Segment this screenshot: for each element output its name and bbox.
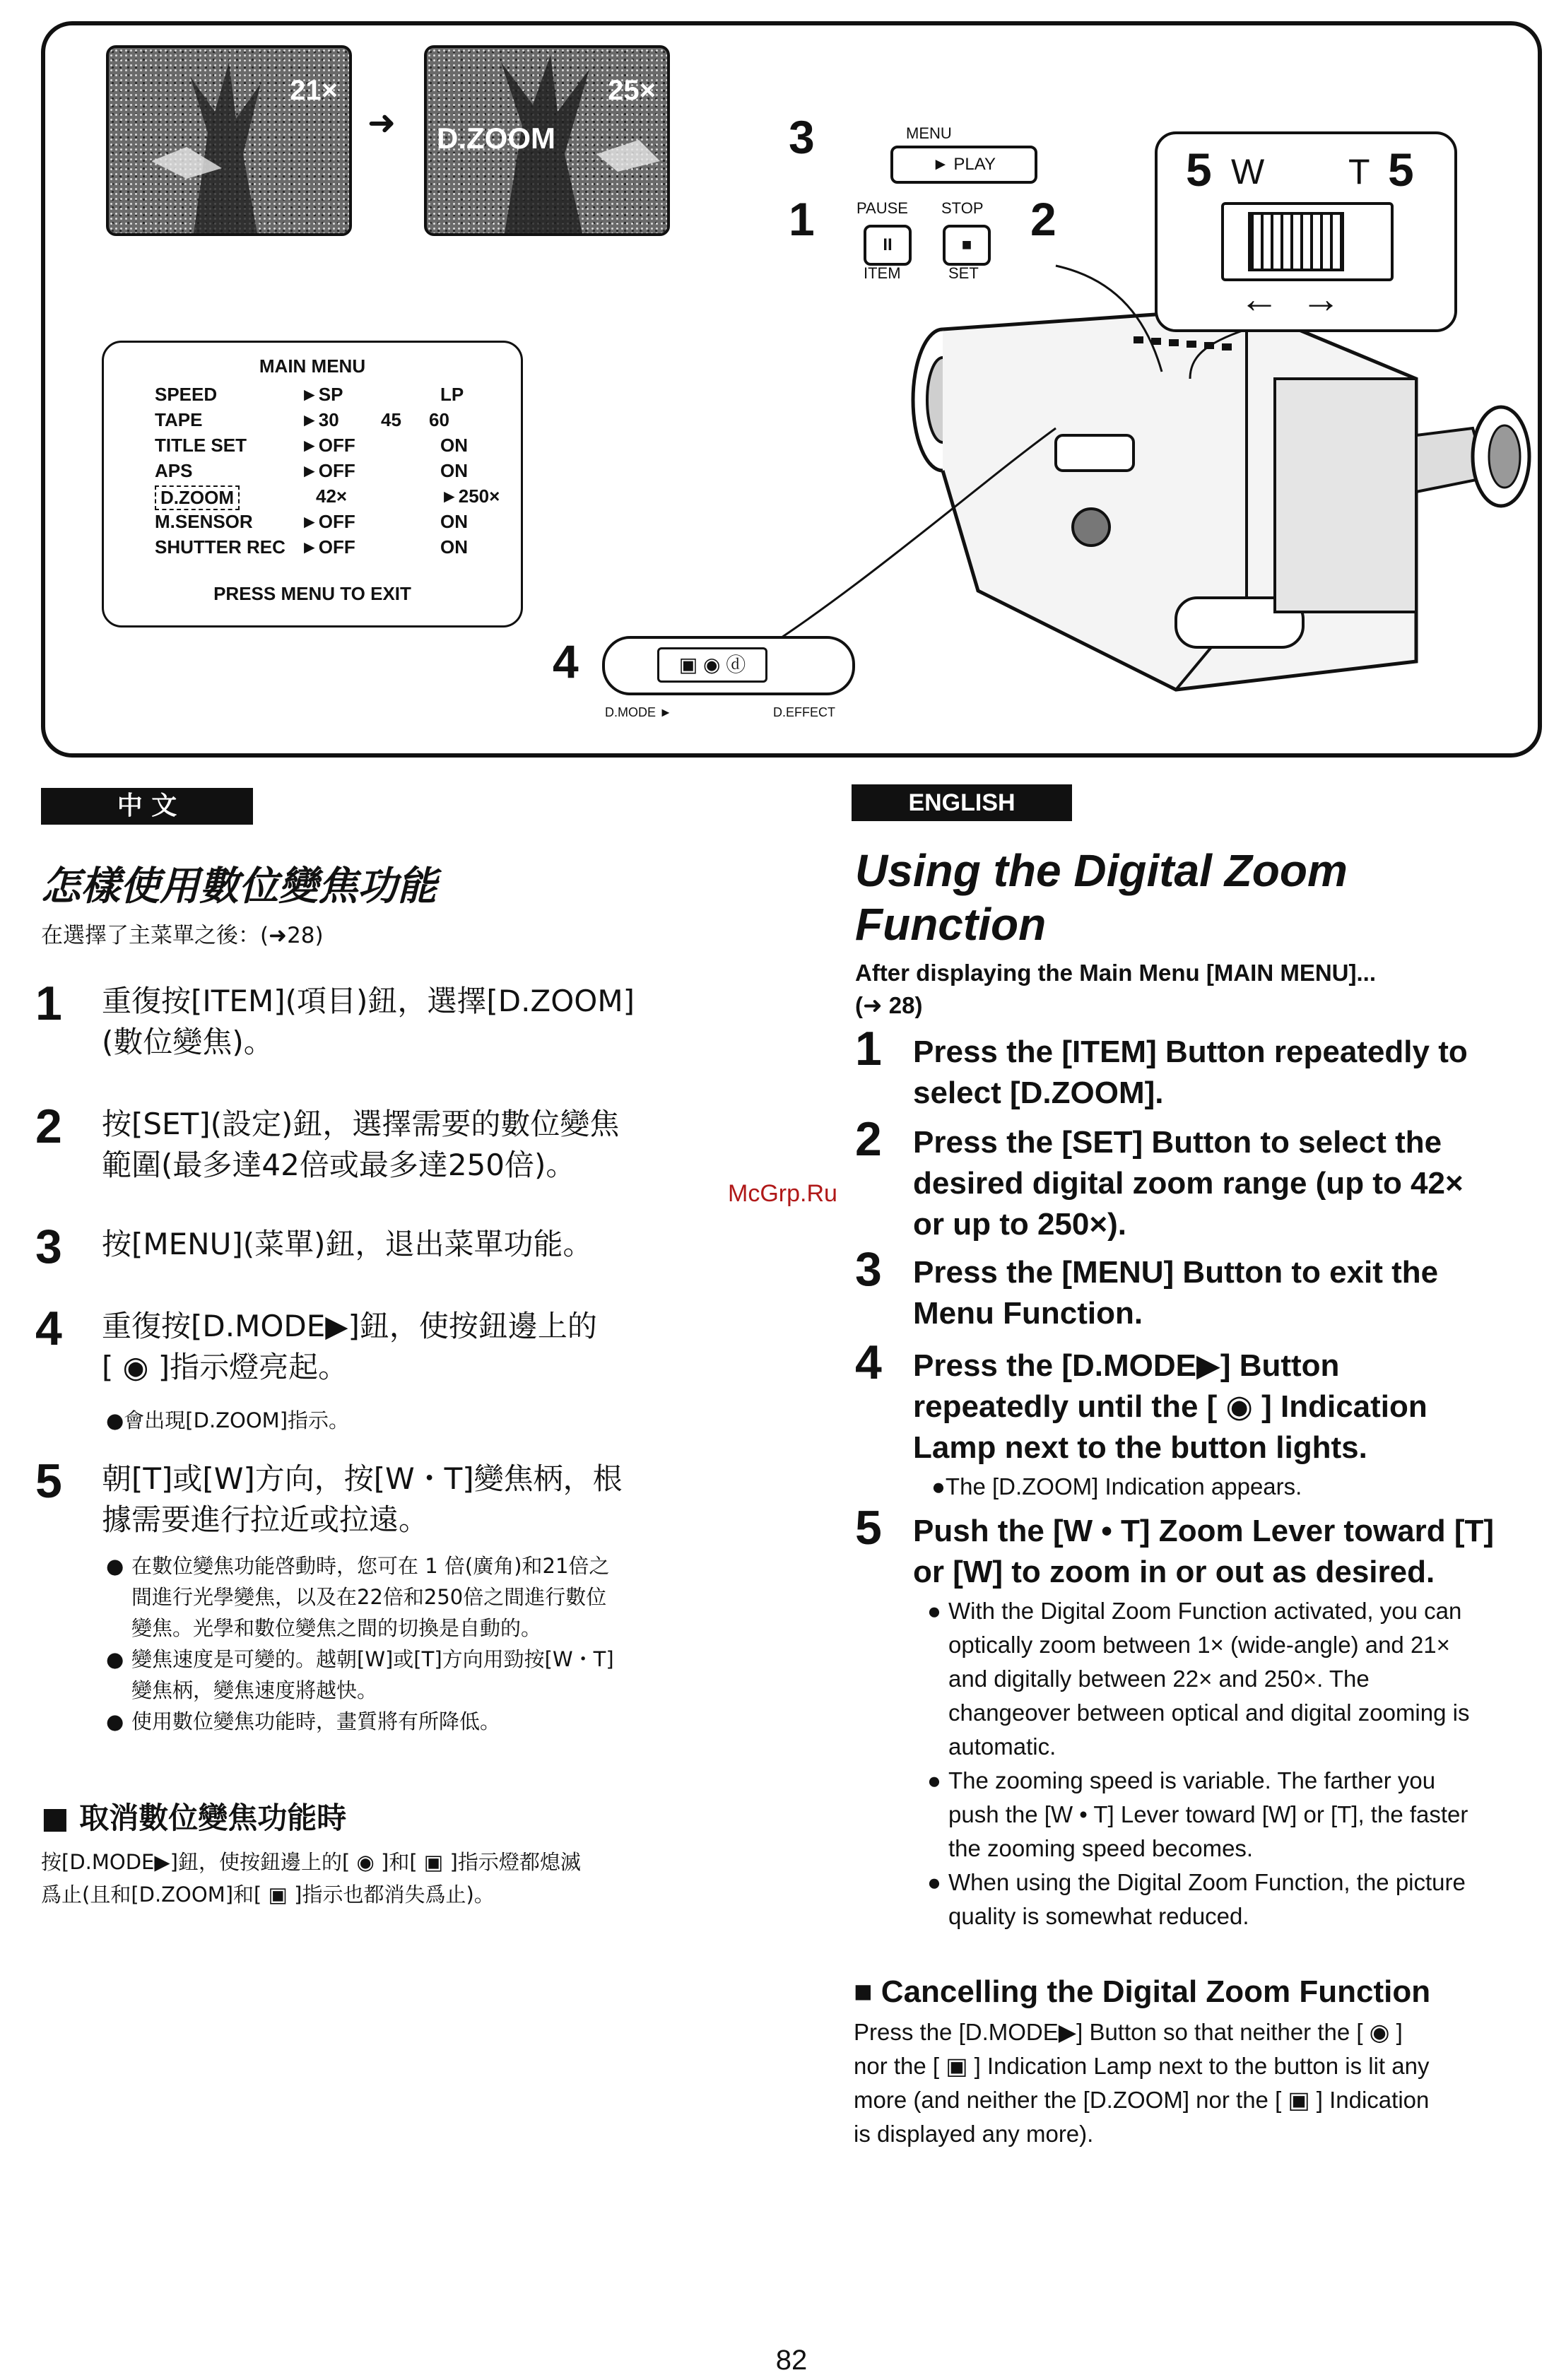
menu-option: ON: [440, 460, 468, 481]
en-step-line: Press the [SET] Button to select the: [913, 1125, 1442, 1160]
menu-item-label: SHUTTER REC: [155, 536, 285, 558]
zh-step-line: 朝[T]或[W]方向，按[W・T]變焦柄，根: [102, 1461, 623, 1496]
en-cancel-text: [854, 2015, 1429, 2151]
zh-step-number: 1: [35, 977, 62, 1030]
en-step-number: 2: [855, 1112, 882, 1166]
menu-option: LP: [440, 384, 464, 405]
en-bullet-line: the zooming speed becomes.: [948, 1835, 1254, 1861]
en-step-number: 4: [855, 1336, 882, 1389]
zh-step-line: 範圍(最多達42倍或最多達250倍)。: [102, 1148, 576, 1182]
pause-label: PAUSE: [856, 199, 908, 217]
zh-step-number: 3: [35, 1220, 62, 1273]
callout-3: 3: [789, 111, 815, 163]
en-bullet-line: The zooming speed is variable. The farther you: [948, 1767, 1436, 1793]
set-label: SET: [948, 264, 979, 282]
zh-cancel-heading: ■ 取消數位變焦功能時: [41, 1801, 347, 1835]
zh-step-1: [102, 981, 635, 1063]
english-title: [855, 844, 1348, 951]
en-step-2: [913, 1122, 1464, 1245]
menu-option: 45: [381, 409, 401, 430]
english-subtitle-line: After displaying the Main Menu [MAIN MENU]...: [855, 960, 1377, 986]
zh-step-5-bullets: [106, 1550, 728, 1737]
en-step-line: Lamp next to the button lights.: [913, 1430, 1367, 1465]
zh-step-number: 4: [35, 1302, 62, 1355]
play-button[interactable]: ► PLAY: [890, 146, 1037, 184]
menu-option: ON: [440, 435, 468, 456]
en-step-3: [913, 1252, 1438, 1334]
zh-step-line: [ ◉ ]指示燈亮起。: [102, 1350, 348, 1384]
en-bullet-line: quality is somewhat reduced.: [948, 1903, 1249, 1929]
en-step-4: [913, 1345, 1427, 1468]
english-section-tag: ENGLISH: [852, 784, 1072, 821]
dmode-label: D.MODE ►: [605, 705, 672, 719]
zh-step-number: 2: [35, 1100, 62, 1153]
zoom-value-right: 25×: [608, 75, 656, 106]
en-step-number: 5: [855, 1501, 882, 1555]
stop-button[interactable]: ■: [943, 225, 991, 266]
callout-2: 2: [1030, 193, 1056, 245]
menu-title: MAIN MENU: [259, 355, 366, 377]
zh-bullet-line: 間進行光學變焦，以及在22倍和250倍之間進行數位: [131, 1585, 607, 1609]
en-step-line: repeatedly until the [ ◉ ] Indication: [913, 1389, 1427, 1424]
english-title-line: Function: [855, 899, 1047, 950]
en-bullet: ● The zooming speed is variable. The farther you push the [W • T] Lever toward [W] or [T], the faster the zooming speed becomes.: [927, 1764, 1549, 1866]
zh-bullet: ● 在數位變焦功能啓動時，您可在 1 倍(廣角)和21倍之 間進行光學變焦，以及在22倍和250倍之間進行數位 變焦。光學和數位變焦之間的切換是自動的。: [106, 1550, 728, 1644]
en-step-line: desired digital zoom range (up to 42×: [913, 1166, 1464, 1201]
en-cancel-line: is displayed any more).: [854, 2121, 1094, 2147]
menu-item-label: TITLE SET: [155, 435, 247, 456]
zh-step-line: 重復按[D.MODE▶]鈕，使按鈕邊上的: [102, 1309, 597, 1343]
watermark: McGrp.Ru: [728, 1180, 837, 1207]
en-step-4-note: ●The [D.ZOOM] Indication appears.: [931, 1473, 1302, 1500]
en-bullet-line: When using the Digital Zoom Function, the picture: [948, 1869, 1466, 1895]
zh-step-line: 按[MENU](菜單)鈕，退出菜單功能。: [102, 1227, 593, 1261]
en-step-number: 3: [855, 1242, 882, 1296]
zh-step-5: [102, 1459, 623, 1540]
english-subtitle: [855, 957, 1376, 1022]
menu-option: ON: [440, 536, 468, 558]
en-step-number: 1: [855, 1022, 882, 1076]
zh-bullet: ● 使用數位變焦功能時，畫質將有所降低。: [106, 1706, 728, 1737]
menu-footer: PRESS MENU TO EXIT: [213, 583, 411, 604]
pause-button[interactable]: II: [864, 225, 912, 266]
menu-item-label: APS: [155, 460, 193, 481]
menu-option: ►OFF: [300, 460, 355, 481]
zh-step-4-note: ●會出現[D.ZOOM]指示。: [106, 1408, 350, 1432]
en-bullet: ● When using the Digital Zoom Function, the picture quality is somewhat reduced.: [927, 1866, 1549, 1933]
arrow-icon: ➜: [367, 105, 396, 142]
en-cancel-heading: ■ Cancelling the Digital Zoom Function: [854, 1974, 1431, 2009]
zh-step-3: [102, 1224, 592, 1265]
menu-option: ►OFF: [300, 511, 355, 532]
stop-label: STOP: [941, 199, 984, 217]
tele-label: T: [1348, 152, 1370, 192]
zoom-value-left: 21×: [290, 75, 338, 106]
en-step-line: Press the [D.MODE▶] Button: [913, 1348, 1340, 1383]
menu-option: ON: [440, 511, 468, 532]
zh-cancel-line: 爲止(且和[D.ZOOM]和[ ▣ ]指示也都消失爲止)。: [41, 1883, 495, 1907]
zoom-lever[interactable]: [1221, 202, 1394, 281]
en-step-line: Menu Function.: [913, 1296, 1143, 1331]
callout-1: 1: [789, 193, 815, 245]
lever-arrows-icon: ← →: [1240, 276, 1341, 321]
menu-option: ►OFF: [300, 536, 355, 558]
menu-option: ►30: [300, 409, 339, 430]
menu-option: 60: [429, 409, 449, 430]
en-bullet: ● With the Digital Zoom Function activated, you can optically zoom between 1× (wide-angle) and 21× and digitally between 22× and 250×. The changeover between optical and digital zooming is automatic.: [927, 1594, 1549, 1764]
zh-bullet-line: 使用數位變焦功能時，畫質將有所降低。: [131, 1709, 501, 1733]
menu-option: 42×: [316, 485, 348, 507]
illustration-panel: [41, 21, 1542, 758]
en-step-line: select [D.ZOOM].: [913, 1076, 1164, 1110]
menu-item-label: TAPE: [155, 409, 203, 430]
en-bullet-line: optically zoom between 1× (wide-angle) and 21×: [948, 1632, 1450, 1658]
en-step-line: Push the [W • T] Zoom Lever toward [T]: [913, 1514, 1495, 1548]
zh-bullet: ● 變焦速度是可變的。越朝[W]或[T]方向用勁按[W・T] 變焦柄，變焦速度將越快。: [106, 1644, 728, 1706]
zh-step-line: (數位變焦)。: [102, 1025, 273, 1059]
zh-bullet-line: 變焦。光學和數位變焦之間的切換是自動的。: [131, 1616, 542, 1640]
callout-5-w: 5: [1186, 143, 1212, 196]
deffect-label: D.EFFECT: [773, 705, 835, 719]
zh-cancel-text: [41, 1846, 581, 1911]
dmode-indicator-lamps-icon: ▣ ◉ ⓓ: [657, 647, 767, 683]
zh-step-line: 按[SET](設定)鈕，選擇需要的數位變焦: [102, 1107, 620, 1141]
en-step-5-bullets: [927, 1594, 1549, 1933]
menu-label: MENU: [906, 124, 952, 142]
menu-item-label: SPEED: [155, 384, 218, 405]
en-bullet-line: and digitally between 22× and 250×. The: [948, 1666, 1370, 1692]
dmode-button[interactable]: [602, 636, 855, 695]
menu-option: ►SP: [300, 384, 343, 405]
zh-bullet-line: 在數位變焦功能啓動時，您可在 1 倍(廣角)和21倍之: [131, 1554, 610, 1578]
chinese-section-tag: 中 文: [41, 788, 253, 825]
wide-label: W: [1231, 152, 1265, 192]
zh-step-line: 重復按[ITEM](項目)鈕，選擇[D.ZOOM]: [102, 984, 635, 1018]
zh-step-4: [102, 1306, 597, 1388]
en-bullet-line: With the Digital Zoom Function activated, you can: [948, 1598, 1462, 1624]
zoom-lever-callout: [1155, 131, 1457, 332]
chinese-subtitle: 在選擇了主菜單之後：(➜28): [41, 923, 324, 948]
en-bullet-line: automatic.: [948, 1733, 1056, 1760]
en-cancel-line: more (and neither the [D.ZOOM] nor the [ ▣ ] Indication: [854, 2087, 1430, 2113]
chinese-title: 怎樣使用數位變焦功能: [41, 864, 437, 909]
menu-option: ►250×: [440, 485, 500, 507]
callout-4: 4: [553, 635, 579, 688]
zh-bullet-line: 變焦柄，變焦速度將越快。: [131, 1678, 378, 1702]
zoom-lever-knob[interactable]: [1248, 212, 1344, 271]
page-number: 82: [775, 2345, 808, 2376]
en-bullet-line: push the [W • T] Lever toward [W] or [T], the faster: [948, 1801, 1468, 1827]
dzoom-indicator: D.ZOOM: [437, 122, 555, 155]
zh-step-number: 5: [35, 1454, 62, 1508]
english-title-line: Using the Digital Zoom: [855, 845, 1348, 896]
en-step-line: Press the [MENU] Button to exit the: [913, 1255, 1439, 1290]
en-cancel-line: nor the [ ▣ ] Indication Lamp next to the button is lit any: [854, 2053, 1430, 2079]
menu-item-label: D.ZOOM: [155, 485, 240, 510]
en-step-line: or [W] to zoom in or out as desired.: [913, 1555, 1435, 1589]
item-label: ITEM: [864, 264, 901, 282]
en-step-line: Press the [ITEM] Button repeatedly to: [913, 1035, 1468, 1069]
english-subtitle-line: (➜ 28): [855, 992, 923, 1018]
menu-option: ►OFF: [300, 435, 355, 456]
en-bullet-line: changeover between optical and digital zooming is: [948, 1699, 1470, 1726]
en-step-1: [913, 1032, 1468, 1114]
zh-step-line: 據需要進行拉近或拉遠。: [102, 1502, 429, 1537]
zh-cancel-line: 按[D.MODE▶]鈕，使按鈕邊上的[ ◉ ]和[ ▣ ]指示燈都熄滅: [41, 1850, 581, 1874]
menu-item-label: M.SENSOR: [155, 511, 253, 532]
zh-bullet-line: 變焦速度是可變的。越朝[W]或[T]方向用勁按[W・T]: [131, 1647, 614, 1671]
callout-5-t: 5: [1388, 143, 1414, 196]
zh-step-2: [102, 1104, 619, 1186]
en-step-5: [913, 1511, 1494, 1593]
en-cancel-line: Press the [D.MODE▶] Button so that neither the [ ◉ ]: [854, 2019, 1403, 2045]
en-step-line: or up to 250×).: [913, 1207, 1126, 1242]
